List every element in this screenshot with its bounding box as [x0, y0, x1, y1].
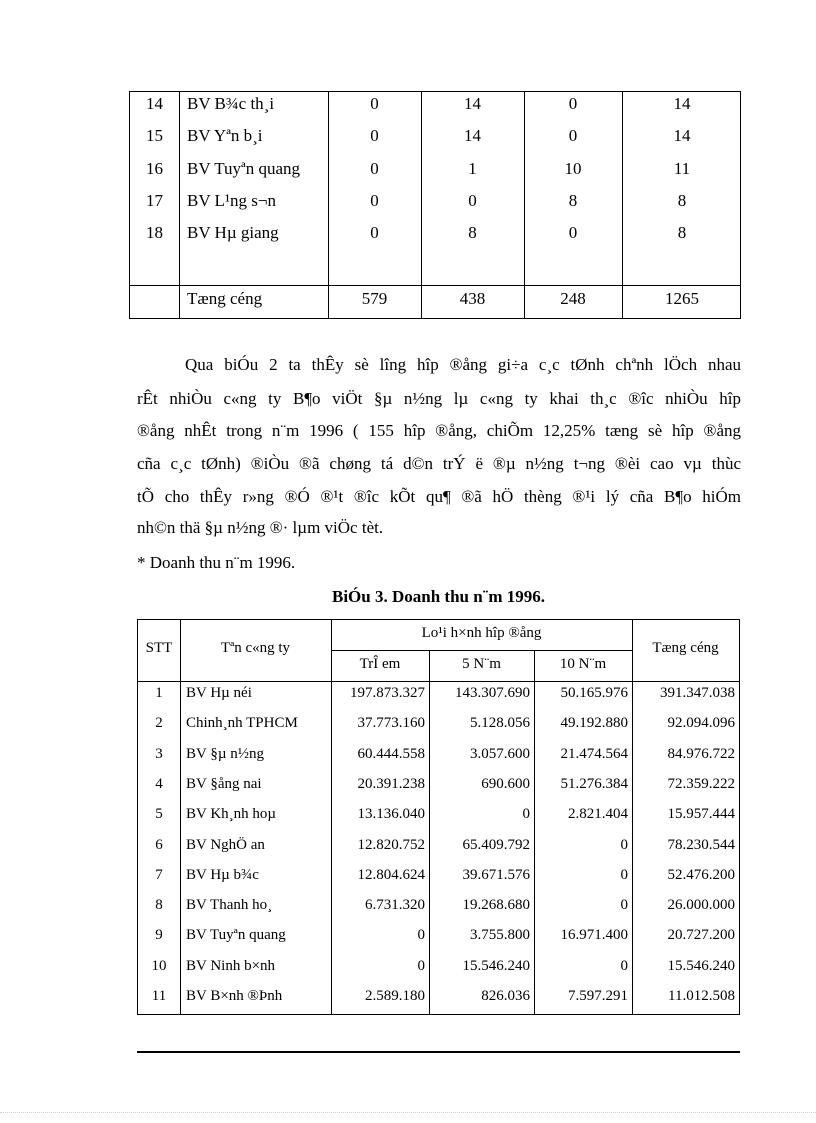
section-note: * Doanh thu n¨m 1996.: [137, 553, 296, 572]
company-name: BV Hµ néi: [186, 685, 252, 701]
value-cell: 11: [673, 159, 691, 178]
header-total: Tæng céng: [652, 640, 719, 656]
value-cell: 0: [370, 191, 379, 210]
five-year-value: 15.546.240: [462, 958, 530, 974]
value-cell: 14: [673, 126, 691, 145]
total-value: 26.000.000: [667, 897, 735, 913]
header-children: TrÎ em: [359, 656, 401, 672]
value-cell: 0: [568, 94, 578, 113]
company-name: Chinh¸nh TPHCM: [186, 715, 298, 731]
company-name: BV §µ n½ng: [186, 746, 264, 762]
value-cell: 14: [464, 126, 481, 145]
row-number: 15: [146, 126, 163, 145]
paragraph-line: tÕ cho thÊy r»ng ®Ó ®¹t ®îc kÕt qu¶ ®ã hÖ thèng ®¹i lý cña B¶o hiÓm: [137, 487, 741, 506]
header-company: Tªn c«ng ty: [220, 640, 291, 656]
five-year-value: 65.409.792: [462, 837, 530, 853]
value-cell: 0: [370, 126, 379, 145]
header-contract-type: Lo¹i h×nh hîp ®ång: [421, 625, 542, 641]
total-value: 391.347.038: [660, 685, 735, 701]
children-value: 12.820.752: [357, 837, 425, 853]
value-cell: 8: [677, 191, 687, 210]
total-value: 72.359.222: [667, 776, 735, 792]
total-value: 20.727.200: [667, 927, 735, 943]
header-10-years: 10 N¨m: [559, 656, 607, 672]
value-cell: 0: [568, 126, 578, 145]
value-cell: 14: [464, 94, 481, 113]
row-number: 5: [155, 806, 163, 822]
company-name: BV Yªn b¸i: [187, 126, 263, 145]
table-revenue-1996: [137, 619, 740, 1015]
ten-year-value: 2.821.404: [568, 806, 628, 822]
children-value: 13.136.040: [357, 806, 425, 822]
company-name: BV NghÖ an: [186, 837, 265, 853]
total-value: 52.476.200: [667, 867, 735, 883]
page-break-line: [0, 1112, 816, 1113]
five-year-value: 826.036: [481, 988, 530, 1004]
paragraph-line: ®ång nhÊt trong n¨m 1996 ( 155 hîp ®ång, chiÕm 12,25% tæng sè hîp ®ång: [137, 421, 741, 440]
total-value: 84.976.722: [667, 746, 735, 762]
five-year-value: 5.128.056: [470, 715, 530, 731]
row-number: 7: [155, 867, 163, 883]
row-number: 10: [151, 958, 167, 974]
company-name: BV Hµ b¾c: [186, 867, 259, 883]
total-value: 11.012.508: [668, 988, 735, 1004]
value-cell: 0: [568, 223, 578, 242]
value-cell: 0: [370, 94, 379, 113]
company-name: BV Tuyªn quang: [186, 927, 286, 943]
company-name: BV B¾c th¸i: [187, 94, 275, 113]
paragraph-line: nh©n thä §µ n½ng ®· lµm viÖc tèt.: [137, 518, 384, 537]
five-year-value: 3.057.600: [470, 746, 530, 762]
company-name: BV Kh¸nh hoµ: [186, 806, 277, 822]
row-number: 1: [155, 685, 163, 701]
total-value: 438: [459, 289, 486, 308]
row-number: 14: [146, 94, 163, 113]
total-value: 1265: [665, 289, 699, 308]
total-value: 15.546.240: [667, 958, 735, 974]
value-cell: 8: [468, 223, 477, 242]
ten-year-value: 0: [620, 867, 628, 883]
value-cell: 14: [673, 94, 691, 113]
total-value: 15.957.444: [667, 806, 735, 822]
paragraph-line: rÊt nhiÒu c«ng ty B¶o viÖt §µ n½ng lµ c«ng ty khai th¸c ®îc nhiÒu hîp: [137, 389, 741, 408]
ten-year-value: 0: [620, 897, 628, 913]
row-number: 6: [155, 837, 163, 853]
header-5-years: 5 N¨m: [462, 656, 501, 672]
five-year-value: 143.307.690: [455, 685, 530, 701]
children-value: 37.773.160: [357, 715, 425, 731]
children-value: 0: [417, 927, 425, 943]
row-number: 8: [155, 897, 163, 913]
children-value: 12.804.624: [357, 867, 425, 883]
row-number: 3: [155, 746, 163, 762]
company-name: BV Ninh b×nh: [186, 958, 276, 974]
row-number: 9: [155, 927, 163, 943]
value-cell: 0: [370, 223, 379, 242]
five-year-value: 39.671.576: [462, 867, 530, 883]
row-number: 2: [155, 715, 163, 731]
company-name: BV B×nh ®Þnh: [186, 988, 283, 1004]
row-number: 17: [146, 191, 163, 210]
ten-year-value: 51.276.384: [560, 776, 628, 792]
five-year-value: 3.755.800: [470, 927, 530, 943]
paragraph-line: Qua biÓu 2 ta thÊy sè lîng hîp ®ång gi÷a c¸c tØnh chªnh lÖch nhau: [185, 355, 741, 374]
paragraph-line: cña c¸c tØnh) ®iÒu ®ã chøng tá d©n trÝ ë ®µ n½ng t¬ng ®èi cao vµ thùc: [137, 454, 741, 473]
children-value: 60.444.558: [357, 746, 425, 762]
header-stt: STT: [145, 640, 173, 656]
company-name: BV Hµ giang: [187, 223, 279, 242]
company-name: BV Tuyªn quang: [187, 159, 301, 178]
children-value: 6.731.320: [365, 897, 425, 913]
children-value: 0: [417, 958, 425, 974]
total-value: 92.094.096: [667, 715, 735, 731]
row-number: 18: [146, 223, 163, 242]
row-number: 11: [151, 988, 167, 1004]
children-value: 197.873.327: [350, 685, 425, 701]
total-value: 579: [361, 289, 388, 308]
ten-year-value: 49.192.880: [560, 715, 628, 731]
children-value: 2.589.180: [365, 988, 425, 1004]
value-cell: 1: [468, 159, 477, 178]
footer-rule: [137, 1051, 740, 1053]
five-year-value: 19.268.680: [462, 897, 530, 913]
value-cell: 0: [370, 159, 379, 178]
ten-year-value: 21.474.564: [560, 746, 628, 762]
table-caption: BiÓu 3. Doanh thu n¨m 1996.: [331, 587, 546, 606]
company-name: BV L¹ng s¬n: [187, 191, 276, 210]
ten-year-value: 0: [620, 837, 628, 853]
five-year-value: 0: [522, 806, 530, 822]
value-cell: 0: [468, 191, 477, 210]
company-name: BV §ång nai: [186, 776, 262, 792]
value-cell: 8: [677, 223, 687, 242]
value-cell: 10: [564, 159, 582, 178]
company-name: BV Thanh ho¸: [186, 897, 273, 913]
ten-year-value: 16.971.400: [560, 927, 628, 943]
ten-year-value: 7.597.291: [568, 988, 628, 1004]
total-label: Tæng céng: [187, 289, 263, 308]
ten-year-value: 50.165.976: [560, 685, 628, 701]
children-value: 20.391.238: [357, 776, 425, 792]
row-number: 4: [155, 776, 163, 792]
five-year-value: 690.600: [481, 776, 530, 792]
total-value: 78.230.544: [667, 837, 735, 853]
ten-year-value: 0: [620, 958, 628, 974]
value-cell: 8: [568, 191, 578, 210]
table-province-contracts: [129, 91, 741, 319]
row-number: 16: [146, 159, 163, 178]
total-value: 248: [560, 289, 586, 308]
